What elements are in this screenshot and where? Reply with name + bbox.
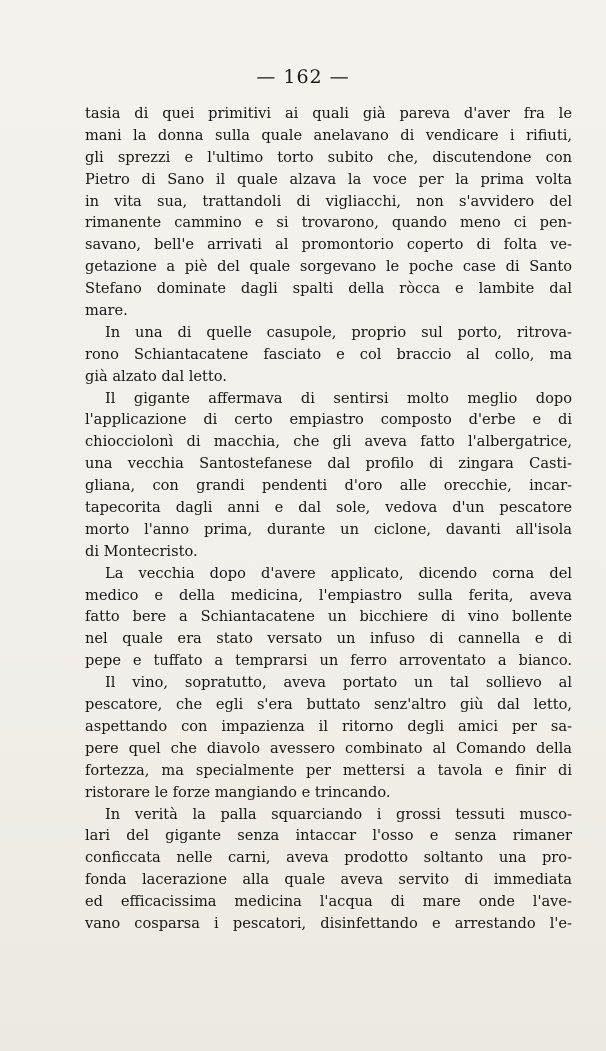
text-line: mani la donna sulla quale anelavano di vendicare i rifiuti,: [85, 126, 572, 144]
text-line: In una di quelle casupole, proprio sul porto, ritrova-: [105, 323, 572, 341]
page-number: — 162 —: [256, 66, 350, 88]
text-line: già alzato dal letto.: [85, 367, 227, 385]
text-line: La vecchia dopo d'avere applicato, dicendo corna del: [105, 564, 572, 582]
text-line: una vecchia Santostefanese dal profilo di zingara Casti-: [85, 455, 572, 473]
body-text: [85, 103, 572, 935]
paragraph: [85, 322, 572, 388]
text-line: Il vino, sopratutto, aveva portato un tal sollievo al: [105, 674, 572, 692]
text-line: rimanente cammino e si trovarono, quando meno ci pen-: [85, 214, 572, 232]
text-line: Il gigante affermava di sentirsi molto meglio dopo: [105, 389, 572, 407]
paragraph: [85, 804, 572, 935]
text-line: pere quel che diavolo avessero combinato al Comando della: [85, 739, 572, 757]
text-line: lari del gigante senza intaccar l'osso e senza rimaner: [85, 827, 572, 845]
paragraph: [85, 388, 572, 563]
text-line: nel quale era stato versato un infuso di cannella e di: [85, 630, 572, 648]
paragraph: [85, 103, 572, 322]
text-line: Stefano dominate dagli spalti della ròcca e lambite dal: [85, 280, 572, 298]
text-line: In verità la palla squarciando i grossi tessuti musco-: [105, 805, 572, 823]
text-line: Pietro di Sano il quale alzava la voce per la prima volta: [85, 170, 572, 188]
paragraph: [85, 563, 572, 672]
text-line: fatto bere a Schiantacatene un bicchiere di vino bollente: [85, 608, 572, 626]
text-line: l'applicazione di certo empiastro composto d'erbe e di: [85, 411, 572, 429]
text-line: ristorare le forze mangiando e trincando.: [85, 783, 391, 801]
text-line: vano cosparsa i pescatori, disinfettando e arrestando l'e-: [85, 914, 572, 932]
text-line: savano, bell'e arrivati al promontorio coperto di folta ve-: [85, 236, 572, 254]
text-line: gliana, con grandi pendenti d'oro alle orecchie, incar-: [85, 477, 572, 495]
text-line: tasia di quei primitivi ai quali già pareva d'aver fra le: [85, 105, 572, 122]
text-line: pepe e tuffato a temprarsi un ferro arroventato a bianco.: [85, 652, 572, 670]
text-line: ed efficacissima medicina l'acqua di mare onde l'ave-: [85, 893, 572, 911]
text-line: conficcata nelle carni, aveva prodotto soltanto una pro-: [85, 849, 572, 867]
text-line: pescatore, che egli s'era buttato senz'altro giù dal letto,: [85, 696, 572, 714]
text-line: di Montecristo.: [85, 542, 198, 560]
text-line: morto l'anno prima, durante un ciclone, davanti all'isola: [85, 520, 572, 538]
text-line: medico e della medicina, l'empiastro sulla ferita, aveva: [85, 586, 572, 604]
text-line: fortezza, ma specialmente per mettersi a tavola e finir di: [85, 761, 572, 779]
text-line: in vita sua, trattandoli di vigliacchi, non s'avvidero del: [85, 192, 572, 210]
text-line: tapecorita dagli anni e dal sole, vedova d'un pescatore: [85, 499, 572, 517]
text-line: getazione a piè del quale sorgevano le poche case di Santo: [85, 258, 572, 276]
text-line: rono Schiantacatene fasciato e col braccio al collo, ma: [85, 345, 572, 363]
text-line: gli sprezzi e l'ultimo torto subito che, discutendone con: [85, 148, 572, 166]
text-line: mare.: [85, 302, 128, 320]
paragraph: [85, 672, 572, 803]
text-line: chiocciolonì di macchia, che gli aveva fatto l'albergatrice,: [85, 433, 572, 451]
text-line: fonda lacerazione alla quale aveva servito di immediata: [85, 871, 572, 889]
text-line: aspettando con impazienza il ritorno degli amici per sa-: [85, 717, 572, 735]
